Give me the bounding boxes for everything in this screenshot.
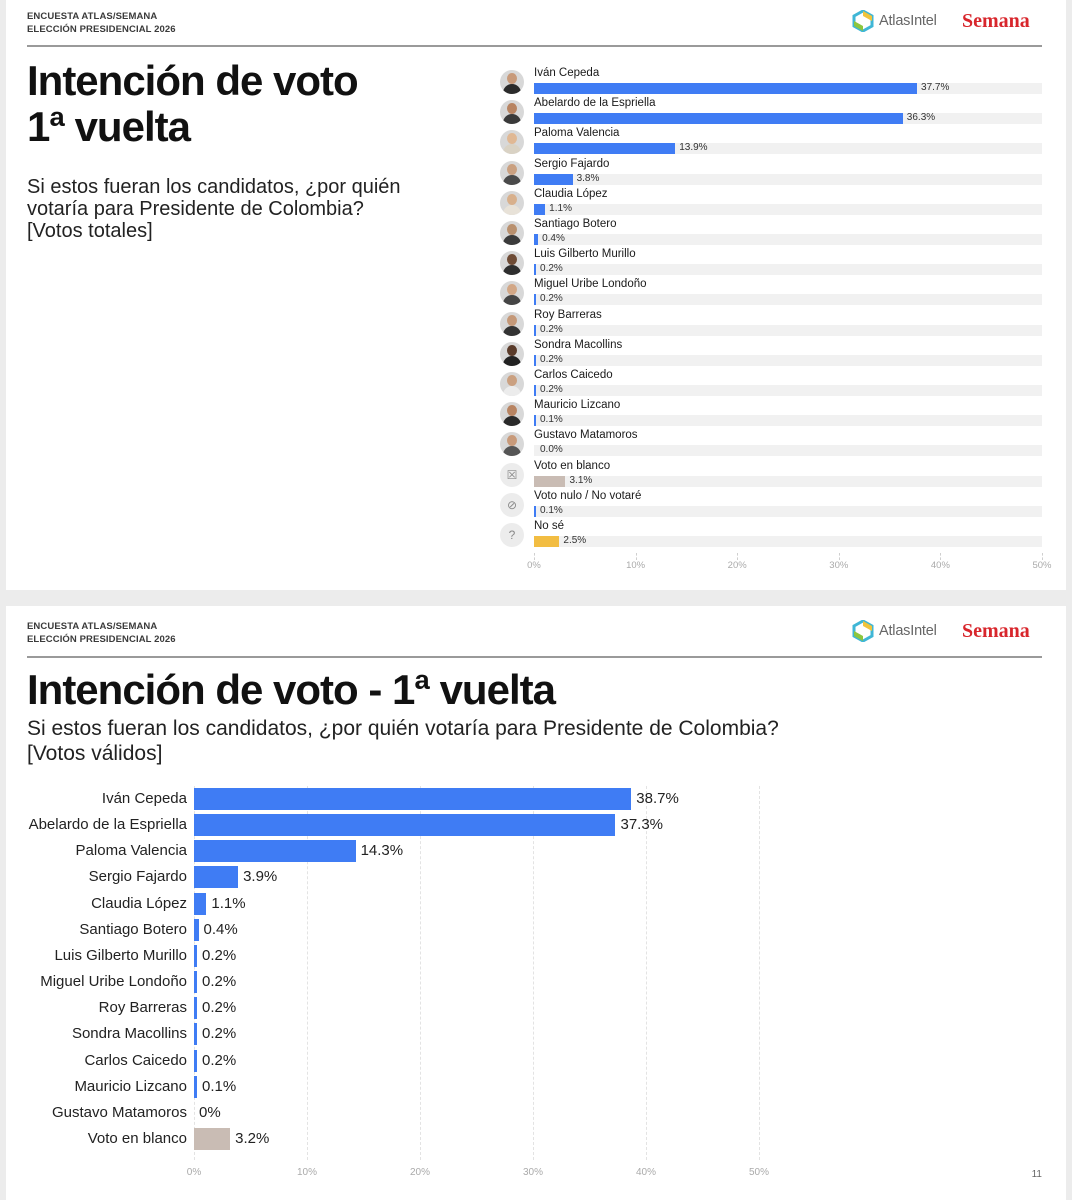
category-label: Voto nulo / No votaré bbox=[534, 489, 642, 502]
candidate-portrait-icon bbox=[500, 251, 524, 275]
candidate-portrait-icon bbox=[500, 281, 524, 305]
header-divider bbox=[27, 45, 1042, 47]
category-label: Sondra Macollins bbox=[534, 338, 623, 351]
portrait-torso bbox=[503, 175, 521, 185]
portrait-head bbox=[507, 375, 517, 386]
bar-track bbox=[534, 325, 1042, 336]
data-label: 0.2% bbox=[202, 1025, 237, 1043]
category-label: Roy Barreras bbox=[98, 999, 187, 1017]
gridline bbox=[759, 786, 760, 1160]
x-tick-label: 10% bbox=[626, 560, 646, 571]
portrait-torso bbox=[503, 235, 521, 245]
category-label: Mauricio Lizcano bbox=[74, 1077, 187, 1095]
category-label: Claudia López bbox=[91, 894, 187, 912]
category-label: Abelardo de la Espriella bbox=[534, 97, 656, 110]
data-label: 3.1% bbox=[569, 474, 593, 486]
atlasintel-mark-icon bbox=[852, 620, 874, 642]
portrait-torso bbox=[503, 114, 521, 124]
kicker-line-2: ELECCIÓN PRESIDENCIAL 2026 bbox=[27, 633, 176, 645]
chart-row-sergio-fajardo bbox=[496, 157, 1056, 187]
x-tick-label: 50% bbox=[748, 1167, 770, 1178]
bar bbox=[534, 355, 536, 366]
data-label: 0.1% bbox=[540, 414, 563, 426]
bar bbox=[534, 204, 545, 215]
data-label: 3.2% bbox=[235, 1129, 270, 1147]
data-label: 0% bbox=[199, 1103, 221, 1121]
candidate-portrait-icon bbox=[500, 70, 524, 94]
bar bbox=[534, 234, 538, 245]
x-tick-label: 30% bbox=[829, 560, 849, 571]
data-label: 0.2% bbox=[202, 946, 237, 964]
category-label: Claudia López bbox=[534, 187, 608, 200]
kicker-line-1: ENCUESTA ATLAS/SEMANA bbox=[27, 11, 158, 22]
total-votes-chart bbox=[496, 66, 1056, 576]
chart-row-voto-nulo-no-votare bbox=[496, 489, 1056, 519]
gridline bbox=[1042, 553, 1043, 560]
data-label: 37.7% bbox=[921, 82, 950, 93]
portrait-head bbox=[507, 194, 517, 205]
candidate-portrait-icon bbox=[500, 191, 524, 215]
bar-track bbox=[534, 415, 1042, 426]
kicker-line-1: ENCUESTA ATLAS/SEMANA bbox=[27, 621, 158, 632]
candidate-portrait-icon bbox=[500, 402, 524, 426]
gridline bbox=[839, 553, 840, 560]
bar-track bbox=[534, 294, 1042, 305]
category-label: Luis Gilberto Murillo bbox=[54, 946, 187, 964]
portrait-head bbox=[507, 405, 517, 416]
bar bbox=[534, 294, 536, 305]
gridline bbox=[646, 786, 647, 1160]
gridline bbox=[636, 553, 637, 560]
x-tick-label: 0% bbox=[527, 560, 541, 571]
category-label: Gustavo Matamoros bbox=[534, 429, 638, 442]
category-label: Iván Cepeda bbox=[534, 67, 600, 79]
bar bbox=[534, 113, 903, 124]
question-line-1: Si estos fueran los candidatos, ¿por quién votaría para Presidente de Colombia? bbox=[27, 717, 779, 740]
portrait-torso bbox=[503, 356, 521, 366]
x-tick-label: 0% bbox=[186, 1167, 202, 1178]
category-label: Luis Gilberto Murillo bbox=[534, 248, 636, 261]
portrait-torso bbox=[503, 295, 521, 305]
chart-row-luis-gilberto-murillo bbox=[496, 247, 1056, 277]
data-label: 0.2% bbox=[540, 384, 563, 395]
category-label: Sergio Fajardo bbox=[534, 157, 610, 170]
portrait-head bbox=[507, 254, 517, 265]
data-label: 0.2% bbox=[540, 263, 563, 275]
chart-row-paloma-valencia bbox=[496, 126, 1056, 156]
survey-kicker bbox=[27, 621, 176, 646]
category-label: Paloma Valencia bbox=[534, 127, 620, 140]
bar-track bbox=[534, 506, 1042, 517]
portrait-torso bbox=[503, 416, 521, 426]
blank-ballot-icon: ☒ bbox=[500, 463, 524, 487]
portrait-head bbox=[507, 133, 517, 144]
portrait-head bbox=[507, 224, 517, 235]
data-label: 1.1% bbox=[211, 894, 246, 912]
bar bbox=[534, 143, 675, 154]
bar bbox=[534, 174, 573, 185]
title-line-2: 1ª vuelta bbox=[27, 103, 190, 150]
portrait-head bbox=[507, 284, 517, 295]
x-tick-label: 20% bbox=[727, 560, 747, 571]
chart-row-ivan-cepeda bbox=[496, 66, 1056, 96]
category-label: Voto en blanco bbox=[534, 459, 611, 472]
category-label: Paloma Valencia bbox=[75, 842, 187, 860]
data-label: 0.2% bbox=[202, 1051, 237, 1069]
atlasintel-logo bbox=[852, 620, 937, 642]
no-vote-icon: ⊘ bbox=[500, 493, 524, 517]
data-label: 0.2% bbox=[202, 973, 237, 991]
data-label: 2.5% bbox=[563, 535, 587, 546]
portrait-torso bbox=[503, 84, 521, 94]
category-label: Sergio Fajardo bbox=[88, 868, 187, 886]
data-label: 0.2% bbox=[540, 293, 563, 305]
total-votes-panel bbox=[6, 0, 1066, 590]
gridline bbox=[737, 553, 738, 560]
atlasintel-logo-text: AtlasIntel bbox=[879, 623, 937, 639]
question-line-2: [Votos válidos] bbox=[27, 742, 163, 765]
valid-votes-panel bbox=[6, 606, 1066, 1200]
x-tick-label: 20% bbox=[409, 1167, 431, 1178]
bar bbox=[194, 1076, 197, 1098]
data-label: 0.2% bbox=[202, 999, 237, 1017]
bar bbox=[534, 536, 559, 547]
portrait-head bbox=[507, 345, 517, 356]
x-tick-label: 50% bbox=[1032, 560, 1052, 571]
data-label: 14.3% bbox=[360, 842, 404, 860]
page-title: Intención de voto - 1ª vuelta bbox=[27, 666, 555, 713]
bar-track bbox=[534, 385, 1042, 396]
category-label: Voto en blanco bbox=[87, 1129, 187, 1147]
data-label: 0.4% bbox=[542, 233, 565, 244]
chart-row-no-se bbox=[496, 519, 1056, 549]
data-label: 38.7% bbox=[636, 790, 679, 807]
bar bbox=[534, 83, 917, 94]
bar bbox=[194, 866, 238, 888]
bar bbox=[534, 476, 565, 487]
category-label: Santiago Botero bbox=[534, 218, 617, 230]
bar-track bbox=[534, 264, 1042, 275]
bar bbox=[534, 325, 536, 336]
page-number: 11 bbox=[1031, 1169, 1042, 1180]
data-label: 0.4% bbox=[203, 920, 238, 938]
chart-row-sondra-macollins bbox=[496, 338, 1056, 368]
semana-logo: Semana bbox=[962, 620, 1030, 642]
data-label: 36.3% bbox=[906, 112, 936, 124]
candidate-portrait-icon bbox=[500, 100, 524, 124]
data-label: 0.0% bbox=[540, 444, 563, 456]
bar-track bbox=[534, 536, 1042, 547]
gridline bbox=[533, 786, 534, 1160]
candidate-portrait-icon bbox=[500, 312, 524, 336]
valid-votes-chart bbox=[6, 786, 1066, 1186]
bar bbox=[194, 945, 197, 967]
chart-row-claudia-lopez bbox=[496, 187, 1056, 217]
portrait-torso bbox=[503, 144, 521, 154]
x-tick-label: 40% bbox=[930, 560, 950, 571]
category-label: Roy Barreras bbox=[534, 308, 602, 321]
bar-track bbox=[534, 445, 1042, 456]
category-label: No sé bbox=[534, 520, 565, 532]
bar bbox=[194, 971, 197, 993]
candidate-portrait-icon bbox=[500, 342, 524, 366]
chart-row-mauricio-lizcano bbox=[496, 398, 1056, 428]
data-label: 3.9% bbox=[243, 868, 278, 886]
bar-track bbox=[534, 476, 1042, 487]
category-label: Santiago Botero bbox=[79, 920, 187, 938]
header-divider bbox=[27, 656, 1042, 658]
data-label: 0.2% bbox=[540, 323, 563, 335]
survey-kicker bbox=[27, 11, 176, 36]
category-label: Iván Cepeda bbox=[101, 790, 187, 807]
portrait-head bbox=[507, 315, 517, 326]
bar bbox=[534, 264, 536, 275]
portrait-head bbox=[507, 103, 517, 114]
category-label: Mauricio Lizcano bbox=[534, 399, 621, 412]
question-line-1: Si estos fueran los candidatos, ¿por quién bbox=[27, 176, 401, 198]
bar-track bbox=[534, 234, 1042, 245]
data-label: 37.3% bbox=[620, 816, 664, 834]
atlasintel-logo bbox=[852, 10, 937, 32]
bar bbox=[194, 1050, 197, 1072]
portrait-torso bbox=[503, 265, 521, 275]
category-label: Abelardo de la Espriella bbox=[28, 816, 187, 834]
candidate-portrait-icon bbox=[500, 372, 524, 396]
bar bbox=[194, 997, 197, 1019]
question-line-3: [Votos totales] bbox=[27, 220, 153, 242]
category-label: Gustavo Matamoros bbox=[51, 1103, 187, 1121]
portrait-head bbox=[507, 164, 517, 175]
bar bbox=[194, 814, 615, 836]
data-label: 1.1% bbox=[549, 202, 572, 214]
data-label: 0.1% bbox=[202, 1077, 237, 1095]
portrait-head bbox=[507, 435, 517, 446]
data-label: 3.8% bbox=[576, 172, 600, 184]
category-label: Miguel Uribe Londoño bbox=[534, 278, 647, 291]
bar bbox=[534, 506, 536, 517]
bar bbox=[194, 840, 356, 862]
page-title bbox=[27, 58, 358, 150]
chart-row-miguel-uribe-londono bbox=[496, 277, 1056, 307]
semana-logo: Semana bbox=[962, 10, 1030, 32]
category-label: Miguel Uribe Londoño bbox=[40, 973, 187, 991]
question-line-2: votaría para Presidente de Colombia? bbox=[27, 198, 364, 220]
chart-row-gustavo-matamoros bbox=[496, 428, 1056, 458]
x-tick-label: 40% bbox=[635, 1167, 657, 1178]
candidate-portrait-icon bbox=[500, 221, 524, 245]
question-icon: ? bbox=[500, 523, 524, 547]
bar-track bbox=[534, 355, 1042, 366]
data-label: 13.9% bbox=[679, 142, 708, 154]
chart-row-carlos-caicedo bbox=[496, 368, 1056, 398]
candidate-portrait-icon bbox=[500, 130, 524, 154]
chart-row-voto-en-blanco bbox=[496, 459, 1056, 489]
bar bbox=[194, 788, 631, 810]
kicker-line-2: ELECCIÓN PRESIDENCIAL 2026 bbox=[27, 23, 176, 35]
data-label: 0.1% bbox=[540, 504, 563, 516]
title-line-1: Intención de voto bbox=[27, 57, 358, 104]
gridline bbox=[534, 553, 535, 560]
gridline bbox=[940, 553, 941, 560]
atlasintel-logo-text: AtlasIntel bbox=[879, 13, 937, 29]
gridline bbox=[420, 786, 421, 1160]
bar bbox=[194, 1128, 230, 1150]
survey-question bbox=[27, 176, 401, 242]
bar-track bbox=[534, 174, 1042, 185]
portrait-torso bbox=[503, 446, 521, 456]
bar bbox=[534, 415, 536, 426]
bar bbox=[534, 385, 536, 396]
atlasintel-mark-icon bbox=[852, 10, 874, 32]
x-tick-label: 30% bbox=[522, 1167, 544, 1178]
data-label: 0.2% bbox=[540, 353, 563, 365]
x-tick-label: 10% bbox=[296, 1167, 318, 1178]
candidate-portrait-icon bbox=[500, 432, 524, 456]
chart-row-roy-barreras bbox=[496, 308, 1056, 338]
bar bbox=[194, 893, 206, 915]
category-label: Sondra Macollins bbox=[71, 1025, 187, 1043]
bar-track bbox=[534, 204, 1042, 215]
candidate-portrait-icon bbox=[500, 161, 524, 185]
category-label: Carlos Caicedo bbox=[534, 369, 613, 381]
bar bbox=[194, 1023, 197, 1045]
portrait-torso bbox=[503, 326, 521, 336]
chart-row-abelardo-de-la-espriella bbox=[496, 96, 1056, 126]
portrait-torso bbox=[503, 205, 521, 215]
category-label: Carlos Caicedo bbox=[84, 1051, 187, 1069]
survey-question bbox=[27, 716, 779, 766]
portrait-torso bbox=[503, 386, 521, 396]
portrait-head bbox=[507, 73, 517, 84]
bar bbox=[194, 919, 199, 941]
chart-row-santiago-botero bbox=[496, 217, 1056, 247]
